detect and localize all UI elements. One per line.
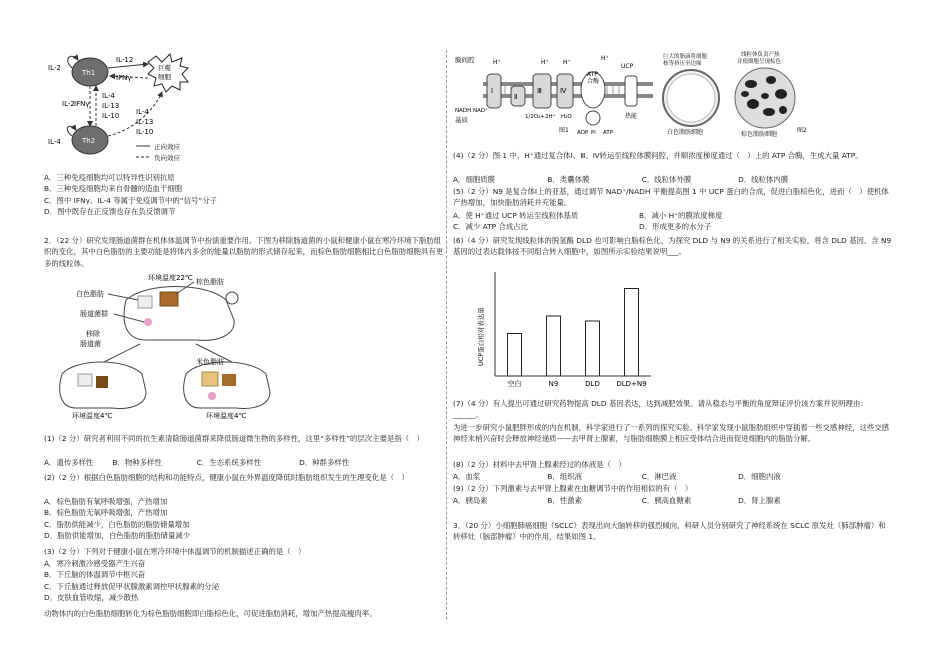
q8-option-b: B．组织液 bbox=[547, 472, 582, 481]
complex-3 bbox=[533, 74, 551, 108]
q4-options bbox=[453, 174, 788, 185]
left-column bbox=[44, 0, 444, 672]
q2-2-options bbox=[44, 496, 190, 542]
q4-option-b: B．类囊体膜 bbox=[547, 175, 590, 184]
q1-option-c: C．图中 IFNγ、IL-4 等属于免疫调节中的“信号”分子 bbox=[44, 195, 218, 205]
cell1-top-label-2: 核等挤压至边缘 bbox=[663, 61, 702, 67]
complex-1-label: Ⅰ bbox=[491, 87, 494, 95]
chart-y-axis-label: UCP蛋白相对表达量 bbox=[477, 307, 485, 366]
q5-option-d: D．形成更多的水分子 bbox=[639, 222, 712, 232]
q2-2-option-a: A．棕色脂肪有氧呼吸增强，产热增加 bbox=[44, 497, 168, 506]
q2-3-stem: (3)（2 分）下列对于健康小鼠在寒冷环境中体温调节的机制描述正确的是（ ） bbox=[44, 547, 306, 556]
q8-stem: (8)（2 分）材料中去甲肾上腺素经过的体液是（ ） bbox=[453, 460, 626, 469]
q9-option-a: A．胰岛素 bbox=[453, 496, 488, 505]
brown-fat-label: 棕色脂肪 bbox=[196, 278, 224, 286]
q9-option-b: B．性激素 bbox=[547, 496, 582, 505]
q4-option-c: C．线粒体外膜 bbox=[641, 175, 692, 184]
legend-negative: 负向效应 bbox=[154, 154, 180, 162]
complex-4-label: Ⅳ bbox=[560, 87, 567, 95]
q2-3-option-d: D．皮肤血管收缩，减少散热 bbox=[44, 593, 139, 603]
pi-label: Pi bbox=[591, 130, 596, 136]
q2-3-option-b: B．下丘脑的体温调节中枢兴奋 bbox=[44, 570, 146, 580]
q2-3-options bbox=[44, 558, 219, 604]
adp-label: ADP bbox=[577, 130, 589, 136]
q2-2-option-c: C．脂肪供能减少，白色脂肪的脂肪储量增加 bbox=[44, 519, 190, 529]
cell2-top-label-1: 线粒体负责产热 bbox=[741, 52, 780, 58]
o2-label: 1/2O₂+2H⁺ bbox=[525, 114, 556, 120]
q8-options bbox=[453, 471, 781, 482]
cell1-top-label-1: 巨大的脂滴将细胞 bbox=[663, 54, 708, 60]
th2-label: Th2 bbox=[82, 137, 96, 145]
mice-fat-figure bbox=[56, 270, 296, 420]
h-plus-label-1: H⁺ bbox=[493, 59, 501, 66]
mitochondria-figure bbox=[453, 48, 893, 140]
remove-label-2: 肠道菌 bbox=[80, 340, 101, 348]
q2-tail: 动物体内的白色脂肪细胞转化为棕色脂肪细胞即白脂棕色化，可促进脂肪消耗，增加产热提高瘦肉率。 bbox=[44, 609, 377, 618]
q2-1-stem: (1)（2 分）研究者利用不同的抗生素清除肠道菌群来降低肠道微生物的多样性，这里“多样性”的层次主要是指（ ） bbox=[44, 434, 424, 443]
q8-option-c: C．淋巴液 bbox=[641, 472, 677, 481]
white-fat-cell-label: 白色脂肪细胞 bbox=[667, 129, 704, 136]
q9-option-d: D．肾上腺素 bbox=[738, 496, 781, 505]
healthy-mouse bbox=[124, 287, 234, 341]
membrane-gap-label: 膜间腔 bbox=[455, 56, 475, 64]
il4-left-label: IL-4 bbox=[48, 138, 61, 146]
il13-right-label: IL-13 bbox=[136, 118, 154, 126]
bar-label-2: DLD bbox=[585, 380, 600, 388]
q1-options bbox=[44, 172, 217, 218]
th1-label: Th1 bbox=[82, 69, 96, 77]
q3-stem: 3．（20 分）小细胞肺癌细胞（SCLC）表现出向大脑转移的强烈倾向，科研人员分别研究了神经系统在 SCLC 原发灶（肺部肿瘤）和转移灶（脑部肿瘤）中的作用，结果如图 1。 bbox=[453, 521, 886, 542]
q7-tail: 为进一步研究小鼠肥胖形成的内在机制，科学家进行了一系列的探究实验。科学家发现小鼠脂肪组织中穿插着一些交感神经，这些交感神经末梢兴奋时会释放神经递质——去甲肾上腺素，与脂肪细胞膜上相应受体结合进而促进细胞内的脂肪分解。 bbox=[453, 423, 890, 444]
atp-label: ATP bbox=[603, 130, 614, 136]
env-4b-label: 环境温度4℃ bbox=[206, 412, 247, 420]
ifn-mid-label: IFNγ bbox=[74, 100, 90, 108]
heat-label: 热能 bbox=[625, 113, 638, 120]
q2-2-option-d: D．脂肪供能增加，白色脂肪的脂肪储量减少 bbox=[44, 531, 191, 541]
q8-option-a: A．血浆 bbox=[453, 472, 481, 481]
q8-option-d: D．细胞内液 bbox=[738, 472, 781, 481]
q9-options bbox=[453, 495, 781, 506]
q5-option-a: A．使 H⁺通过 UCP 转运至线粒体基质 bbox=[453, 211, 579, 220]
q2-2-stem: (2)（2 分）根据白色脂肪细胞的结构和功能特点，健康小鼠在外界温度降低时脂肪组织发生的生理变化是（ ） bbox=[44, 473, 409, 482]
q2-2-option-b: B．棕色脂肪无氧呼吸增强，产热增加 bbox=[44, 508, 168, 518]
q1-option-a: A．三种免疫细胞均可以特异性识别抗原 bbox=[44, 173, 175, 182]
env-22-label: 环境温度22℃ bbox=[148, 274, 193, 282]
h-plus-label-2: H⁺ bbox=[541, 59, 549, 66]
q1-option-d: D．图中既存在正反馈也存在负反馈调节 bbox=[44, 207, 176, 217]
h-plus-label-4: H⁺ bbox=[601, 55, 609, 62]
bar-label-1: N9 bbox=[548, 380, 559, 388]
fig2-caption: 图2 bbox=[797, 127, 807, 134]
brown-fat-blob bbox=[160, 292, 178, 306]
bar-label-3: DLD+N9 bbox=[616, 380, 647, 388]
q2-intro: 2．（22 分）研究发现肠道菌群在机体体温调节中扮演重要作用。下图为移除肠道菌的小鼠和健康小鼠在寒冷环境下脂肪组织的变化，其中白色脂肪的主要功能是将体内多余的能量以脂肪的形式储存起来，而棕色脂肪细胞相比白色脂肪细胞具有更多的线粒体。 bbox=[44, 236, 444, 268]
q9-option-c: C．胰高血糖素 bbox=[641, 496, 692, 505]
q4-option-d: D．线粒体内膜 bbox=[738, 175, 789, 184]
q2-1-option-d: D．种群多样性 bbox=[299, 458, 350, 467]
bar-3 bbox=[625, 289, 639, 377]
h2o-label: H₂O bbox=[561, 114, 572, 120]
matrix-label: 基质 bbox=[455, 116, 468, 124]
column-divider bbox=[446, 50, 447, 620]
ucp-label: UCP bbox=[621, 63, 634, 70]
q2-1-options bbox=[44, 457, 444, 468]
complex-2-label: Ⅱ bbox=[514, 93, 518, 101]
q4-stem: (4)（2 分）图 1 中，H⁺通过复合体Ⅰ、Ⅲ、Ⅳ转运至线粒体膜间腔，并顺浓度梯度通过（ ）上的 ATP 合酶，生成大量 ATP。 bbox=[453, 151, 863, 160]
h-plus-label-3: H⁺ bbox=[563, 59, 571, 66]
q2-1-option-a: A．遗传多样性 bbox=[44, 458, 94, 467]
bar-label-0: 空白 bbox=[507, 380, 522, 388]
q2-1-option-c: C．生态系统多样性 bbox=[196, 458, 262, 467]
immune-regulation-figure bbox=[44, 50, 244, 170]
il2-left-label: IL-2 bbox=[48, 64, 61, 72]
cell2-top-label-2: 并使细胞呈现棕色 bbox=[737, 59, 782, 65]
complex-1 bbox=[487, 74, 501, 108]
q9-stem: (9)（2 分）下列激素与去甲肾上腺素在血糖调节中的作用相似的有（ ） bbox=[453, 484, 693, 493]
q6-stem: (6)（4 分）研究发现线粒体的脱氢酶 DLD 也可影响白脂棕色化，为探究 DLD 与 N9 的关系进行了相关实验，将含 DLD 基因、含 N9 基因的过表达载体按不同组合转入细胞中，如图所示实验结果说明___。 bbox=[453, 236, 892, 257]
il4-mid-label: IL-4 bbox=[102, 92, 115, 100]
q5-option-c: C．减少 ATP 合成占比 bbox=[453, 222, 529, 232]
legend-positive: 正向效应 bbox=[154, 143, 180, 151]
bar-2 bbox=[586, 321, 600, 376]
ucp-protein bbox=[625, 76, 637, 106]
ifn-top-label: IFNγ bbox=[116, 74, 132, 82]
il10-right-label: IL-10 bbox=[136, 128, 154, 136]
il2-mid-label: IL-2 bbox=[62, 100, 75, 108]
complex-3-label: Ⅲ bbox=[537, 87, 542, 95]
il13-mid-label: IL-13 bbox=[102, 102, 120, 110]
bar-1 bbox=[547, 316, 561, 376]
remove-label-1: 移除 bbox=[86, 330, 100, 338]
env-4a-label: 环境温度4℃ bbox=[72, 412, 113, 420]
macrophage-label-2: 细胞 bbox=[158, 73, 171, 81]
gut-flora-label: 肠道菌群 bbox=[80, 310, 108, 318]
il10-mid-label: IL-10 bbox=[102, 112, 120, 120]
beige-fat-label: 米色脂肪 bbox=[196, 358, 224, 366]
il12-label: IL-12 bbox=[116, 56, 134, 64]
fig1-caption: 图1 bbox=[559, 127, 569, 134]
q5-options bbox=[453, 210, 722, 233]
q4-option-a: A．细胞质膜 bbox=[453, 175, 496, 184]
atp-synthase-label-1: ATP bbox=[587, 71, 598, 78]
q2-1-option-b: B．物种多样性 bbox=[112, 458, 162, 467]
macrophage-label-1: 巨噬 bbox=[158, 64, 171, 72]
q1-option-b: B．三种免疫细胞均来自骨髓的造血干细胞 bbox=[44, 184, 183, 194]
atp-synthase-label-2: 合酶 bbox=[587, 78, 600, 85]
bar-0 bbox=[508, 334, 522, 377]
ucp-expression-chart bbox=[475, 266, 655, 390]
white-fat-blob bbox=[138, 296, 152, 308]
q5-option-b: B．减小 H⁺的膜浓度梯度 bbox=[639, 211, 723, 220]
right-column bbox=[453, 0, 893, 672]
nad-label: NAD⁺ bbox=[473, 108, 489, 114]
nadh-label: NADH bbox=[455, 108, 472, 114]
q2-3-option-a: A．寒冷刺激冷感受器产生兴奋 bbox=[44, 559, 146, 568]
q5-stem: (5)（2 分）N9 是复合体Ⅰ上的亚基，通过调节 NAD⁺/NADH 平衡提高图 1 中 UCP 蛋白的合成，促进白脂棕色化，进而（ ）使机体产热增加，加快脂肪消耗并充能量。 bbox=[453, 187, 889, 208]
white-fat-label: 白色脂肪 bbox=[76, 290, 104, 298]
q7-stem: (7)（4 分）有人提出可通过研究药物提高 DLD 基因表达，达到减肥效果。请从稳态与平衡的角度辩证评价该方案并说明理由：______。 bbox=[453, 399, 868, 420]
q2-3-option-c: C．下丘脑通过释放促甲状腺激素调控甲状腺素的分泌 bbox=[44, 581, 220, 591]
brown-fat-cell-label: 棕色脂肪细胞 bbox=[741, 131, 778, 138]
il4-right-label: IL-4 bbox=[136, 108, 149, 116]
